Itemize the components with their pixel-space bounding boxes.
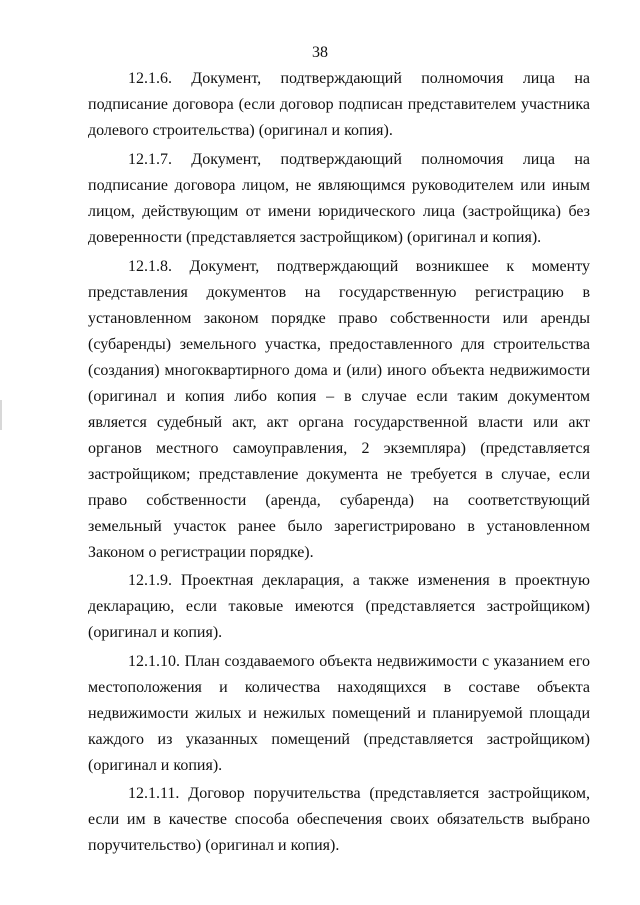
document-body <box>88 65 590 859</box>
paragraph-12-1-11: 12.1.11. Договор поручительства (представляется застройщиком, если им в качестве способа обеспечения своих обязательств выбрано поручительство) (оригинал и копия). <box>88 785 590 854</box>
page-number: 38 <box>312 44 328 61</box>
paragraph-12-1-6: 12.1.6. Документ, подтверждающий полномочия лица на подписание договора (если договор подписан представителем участника долевого строительства) (оригинал и копия). <box>88 70 590 139</box>
paragraph-12-1-7: 12.1.7. Документ, подтверждающий полномочия лица на подписание договора лицом, не являющимся руководителем или иным лицом, действующим от имени юридического лица (застройщика) без доверенности (представляется застройщиком) (оригинал и копия). <box>88 151 590 246</box>
paragraph-12-1-9: 12.1.9. Проектная декларация, а также изменения в проектную декларацию, если таковые имеются (представляется застройщиком) (оригинал и копия). <box>88 572 590 641</box>
paragraph-12-1-10: 12.1.10. План создаваемого объекта недвижимости с указанием его местоположения и количества находящихся в составе объекта недвижимости жилых и нежилых помещений и планируемой площади каждого из указанных помещений (представляется застройщиком) (оригинал и копия). <box>88 653 590 774</box>
paragraph-12-1-8: 12.1.8. Документ, подтверждающий возникшее к моменту представления документов на государственную регистрацию в установленном законом порядке право собственности или аренды (субаренды) земельного участка, предоставленного для строительства (создания) многоквартирного дома и (или) иного объекта недвижимости (оригинал и копия либо копия – в случае если таким документом является судебный акт, акт органа государственной власти или акт органов местного самоуправления, 2 экземпляра) (представляется застройщиком; представление документа не требуется в случае, если право собственности (аренда, субаренда) на соответствующий земельный участок ранее было зарегистрировано в установленном Законом о регистрации порядке). <box>88 258 590 561</box>
scan-edge-mark <box>0 400 2 430</box>
